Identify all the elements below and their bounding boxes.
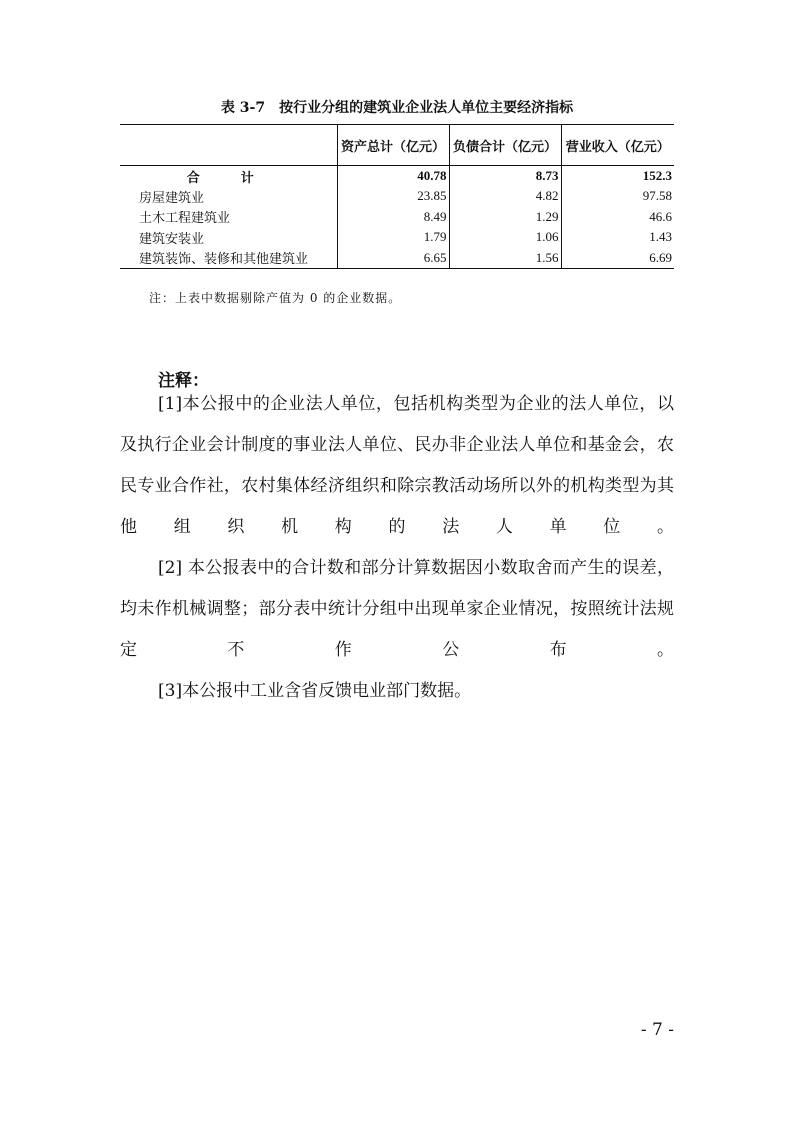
table-row	[120, 248, 674, 269]
note-paragraph-1	[120, 384, 674, 548]
note-paragraph-2	[120, 548, 674, 671]
economic-indicators-table	[120, 124, 674, 269]
row-name: 建筑装饰、装修和其他建筑业	[120, 248, 337, 269]
row-liabilities: 4.82	[449, 186, 561, 207]
table-row-total	[120, 166, 674, 187]
row-liabilities: 1.29	[449, 207, 561, 228]
economic-indicators-table-container	[120, 124, 674, 269]
header-liabilities: 负债合计（亿元）	[449, 125, 561, 166]
table-row	[120, 227, 674, 248]
row-liabilities: 1.06	[449, 227, 561, 248]
row-assets: 23.85	[337, 186, 449, 207]
row-liabilities: 8.73	[449, 166, 561, 187]
row-name: 建筑安装业	[139, 231, 205, 247]
row-revenue: 6.69	[561, 248, 674, 269]
note-paragraph-3	[120, 671, 674, 712]
row-assets: 8.49	[337, 207, 449, 228]
row-revenue: 152.3	[561, 166, 674, 187]
row-revenue: 97.58	[561, 186, 674, 207]
row-name: 合 计	[186, 170, 268, 186]
header-assets: 资产总计（亿元）	[337, 125, 449, 166]
row-revenue: 1.43	[561, 227, 674, 248]
header-category	[120, 125, 337, 166]
table-row	[120, 186, 674, 207]
row-revenue: 46.6	[561, 207, 674, 228]
row-name: 土木工程建筑业	[139, 211, 231, 227]
row-name: 房屋建筑业	[139, 190, 205, 206]
note-text: [2] 本公报表中的合计数和部分计算数据因小数取舍而产生的误差，均未作机械调整；部分表中统计分组中出现单家企业情况，按照统计法规定不作公布。	[120, 558, 674, 660]
table-footnote: 注：上表中数据剔除产值为 0 的企业数据。	[149, 291, 402, 305]
table-header-row	[120, 125, 674, 166]
table-row	[120, 207, 674, 228]
header-revenue: 营业收入（亿元）	[561, 125, 674, 166]
row-liabilities: 1.56	[449, 248, 561, 269]
row-assets: 6.65	[337, 248, 449, 269]
notes-heading: 注释：	[158, 371, 209, 391]
row-assets: 40.78	[337, 166, 449, 187]
page-number: - 7 -	[640, 1020, 674, 1040]
note-text: [1]本公报中的企业法人单位，包括机构类型为企业的法人单位，以及执行企业会计制度的事业法人单位、民办非企业法人单位和基金会，农民专业合作社，农村集体经济组织和除宗教活动场所以外的机构类型为其他组织机构的法人单位。	[120, 394, 674, 537]
row-assets: 1.79	[337, 227, 449, 248]
table-title: 表 3-7 按行业分组的建筑业企业法人单位主要经济指标	[220, 100, 574, 116]
note-text: [3]本公报中工业含省反馈电业部门数据。	[158, 681, 472, 701]
